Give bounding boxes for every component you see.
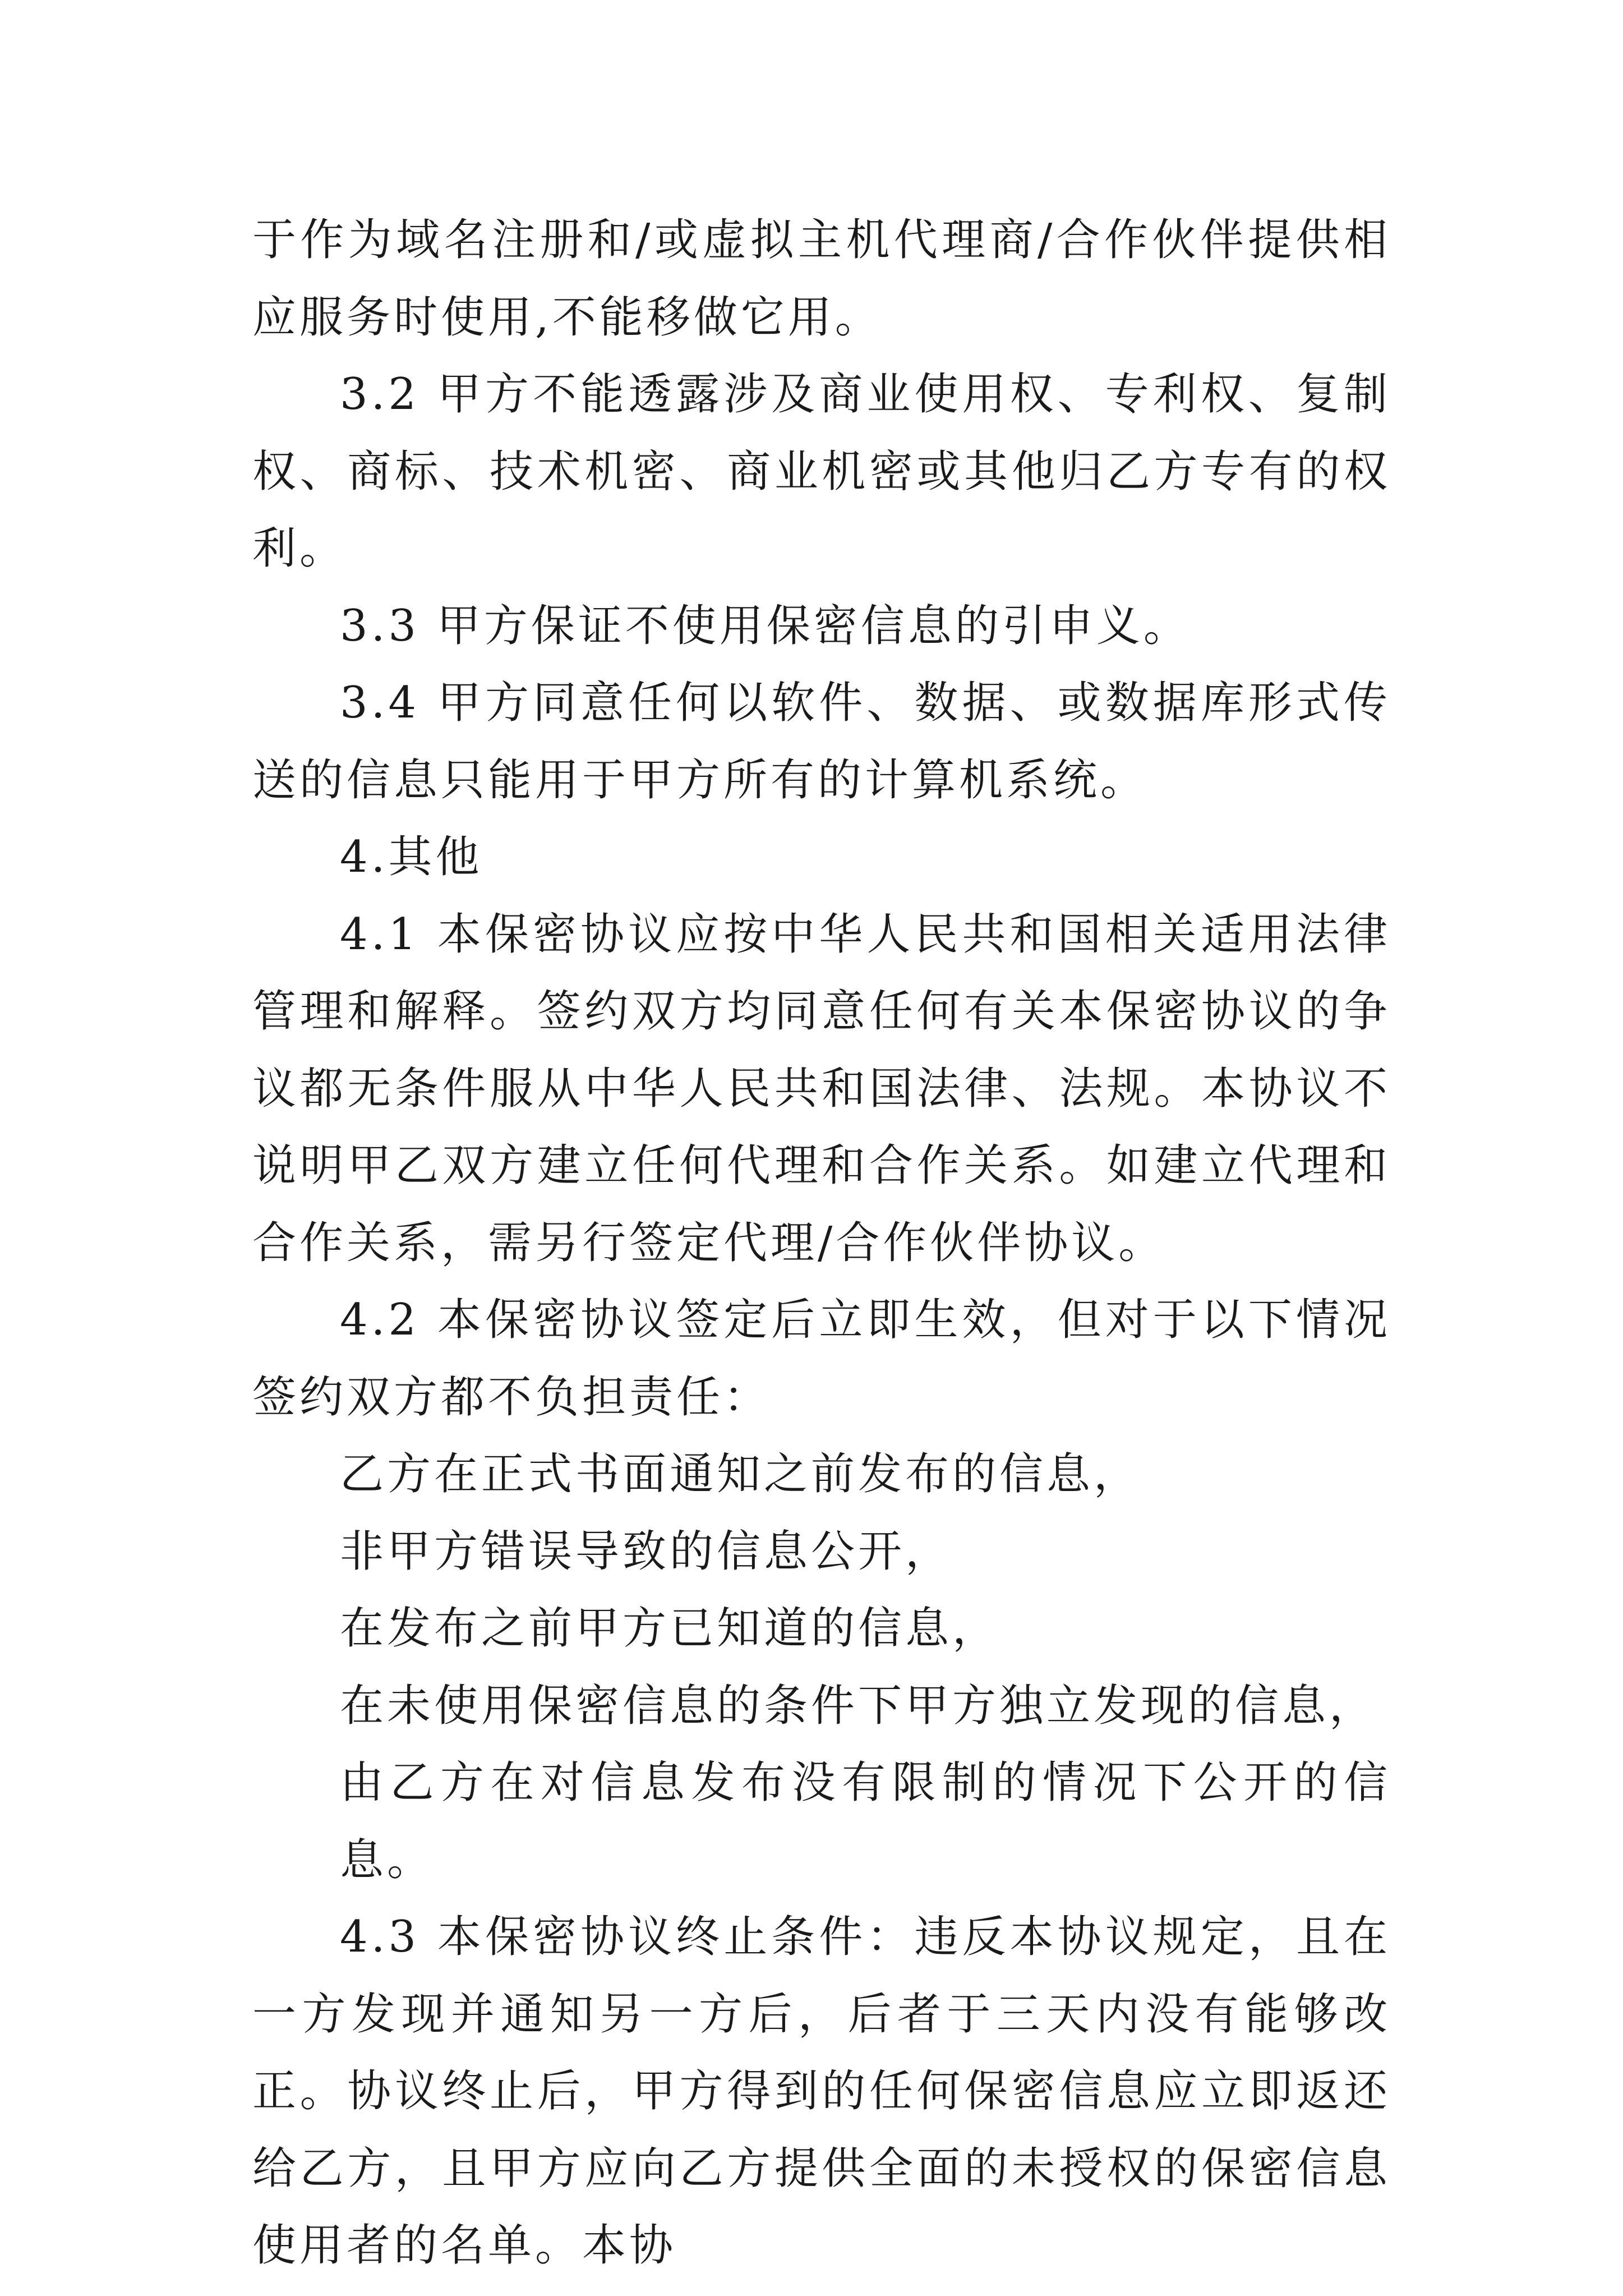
list-item: 非甲方错误导致的信息公开，	[340, 1526, 953, 1577]
document-body	[252, 202, 1391, 2285]
list-item: 由乙方在对信息发布没有限制的情况下公开的信息。	[340, 1757, 1391, 1885]
paragraph-4-2: 4.2 本保密协议签定后立即生效，但对于以下情况签约双方都不负担责任：	[252, 1295, 1391, 1423]
list-item: 在发布之前甲方已知道的信息，	[340, 1603, 1000, 1654]
list-item: 乙方在正式书面通知之前发布的信息，	[340, 1449, 1141, 1499]
paragraph-4-1: 4.1 本保密协议应按中华人民共和国相关适用法律管理和解释。签约双方均同意任何有关本保密协议的争议都无条件服从中华人民共和国法律、法规。本协议不说明甲乙双方建立任何代理和合作关系。如建立代理和合作关系，需另行签定代理/合作伙伴协议。	[252, 909, 1391, 1268]
paragraph-3-3: 3.3 甲方保证不使用保密信息的引申义。	[340, 600, 1191, 651]
paragraph-continuation: 于作为域名注册和/或虚拟主机代理商/合作伙伴提供相应服务时使用,不能移做它用。	[252, 215, 1391, 343]
paragraph-4-3: 4.3 本保密协议终止条件：违反本协议规定，且在一方发现并通知另一方后，后者于三天内没有能够改正。协议终止后，甲方得到的任何保密信息应立即返还给乙方，且甲方应向乙方提供全面的未授权的保密信息使用者的名单。本协	[252, 1912, 1391, 2271]
section-heading-4: 4.其他	[340, 832, 483, 882]
paragraph-3-4: 3.4 甲方同意任何以软件、数据、或数据库形式传送的信息只能用于甲方所有的计算机系统。	[252, 678, 1391, 806]
paragraph-3-2: 3.2 甲方不能透露涉及商业使用权、专利权、复制权、商标、技术机密、商业机密或其他归乙方专有的权利。	[252, 369, 1391, 574]
list-item: 在未使用保密信息的条件下甲方独立发现的信息，	[340, 1680, 1377, 1731]
